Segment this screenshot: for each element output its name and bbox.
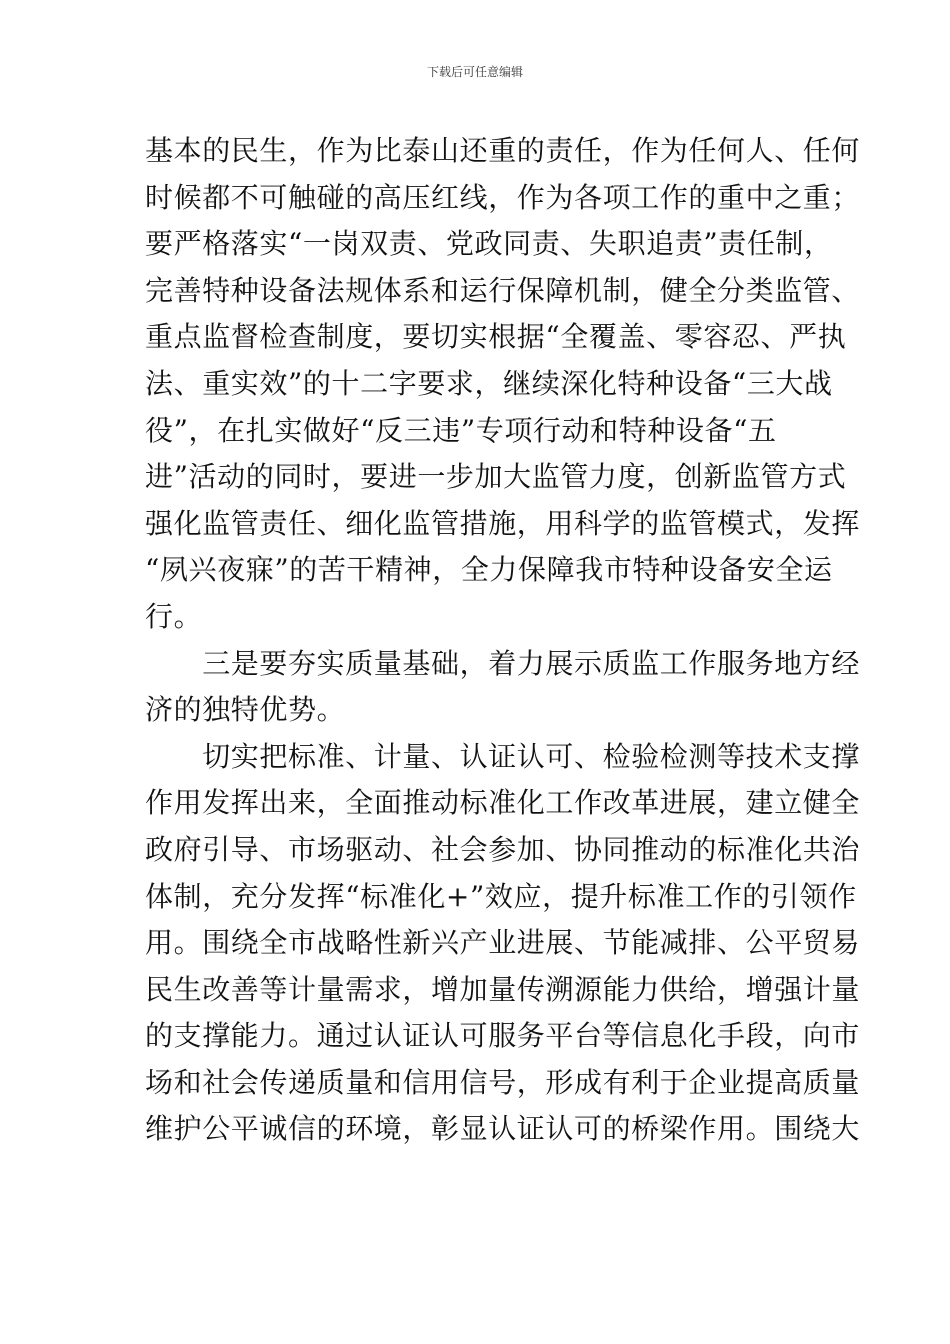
- text-line: 的支撑能力。通过认证认可服务平台等信息化手段，向市: [145, 1019, 861, 1053]
- text-line: 切实把标准、计量、认证认可、检验检测等技术支撑: [145, 739, 861, 773]
- text-line: 民生改善等计量需求，增加量传溯源能力供给，增强计量: [145, 972, 861, 1006]
- text-line: 进”活动的同时，要进一步加大监管力度，创新监管方式: [145, 460, 847, 494]
- text-line: 法、重实效”的十二字要求，继续深化特种设备“三大战: [145, 366, 833, 400]
- text-line: 役”，在扎实做好“反三违”专项行动和特种设备“五: [145, 413, 777, 447]
- text-line: 政府引导、市场驱动、社会参加、协同推动的标准化共治: [145, 832, 861, 866]
- text-line: “夙兴夜寐”的苦干精神，全力保障我市特种设备安全运: [145, 553, 833, 587]
- header-note: 下载后可任意编辑: [426, 65, 523, 79]
- text-line: 完善特种设备法规体系和运行保障机制，健全分类监管、: [145, 273, 861, 307]
- text-line: 作用发挥出来，全面推动标准化工作改革进展，建立健全: [145, 786, 861, 820]
- text-line: 强化监管责任、细化监管措施，用科学的监管模式，发挥: [145, 506, 861, 540]
- text-line: 用。围绕全市战略性新兴产业进展、节能减排、公平贸易: [145, 926, 861, 960]
- text-line: 时候都不可触碰的高压红线，作为各项工作的重中之重；: [145, 180, 861, 214]
- body-text: [145, 128, 861, 1153]
- text-line: 要严格落实“一岗双责、党政同责、失职追责”责任制，: [145, 227, 833, 261]
- text-line: 维护公平诚信的环境，彰显认证认可的桥梁作用。围绕大: [145, 1112, 861, 1146]
- text-line: 三是要夯实质量基础，着力展示质监工作服务地方经: [145, 646, 861, 680]
- text-line: 体制，充分发挥“标准化+”效应，提升标准工作的引领作: [145, 879, 857, 913]
- text-line: 基本的民生，作为比泰山还重的责任，作为任何人、任何: [145, 134, 861, 167]
- text-line: 济的独特优势。: [145, 693, 346, 727]
- text-line: 行。: [145, 599, 203, 633]
- text-line: 重点监督检查制度，要切实根据“全覆盖、零容忍、严执: [145, 320, 847, 354]
- text-line: 场和社会传递质量和信用信号，形成有利于企业提高质量: [145, 1065, 861, 1099]
